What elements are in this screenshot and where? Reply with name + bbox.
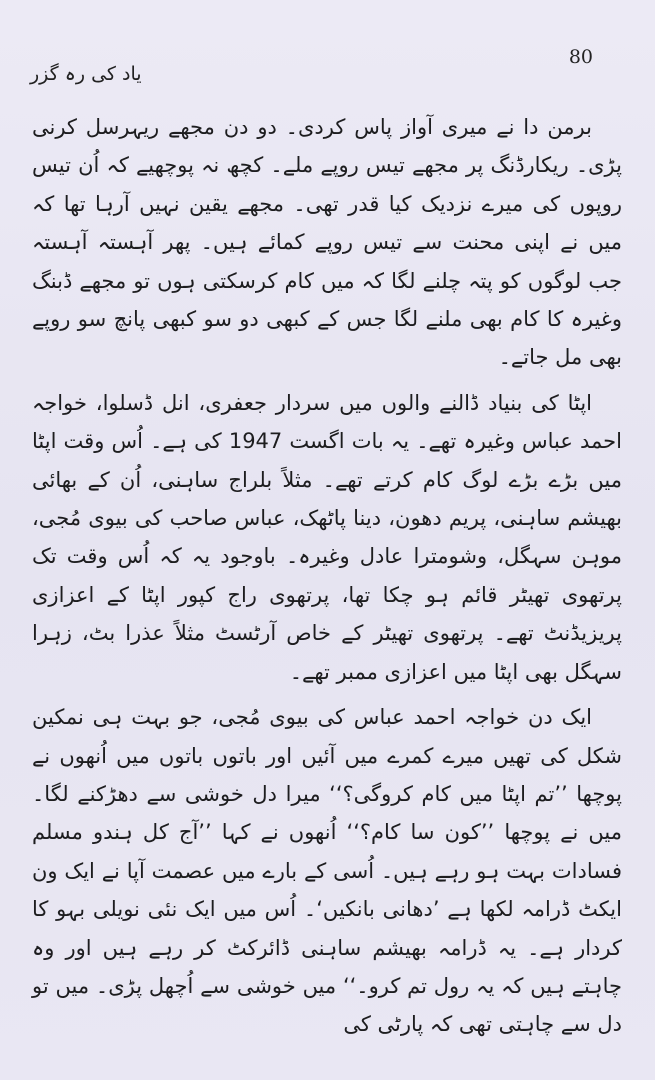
paragraph-3: ایک دن خواجہ احمد عباس کی بیوی مُجی، جو بہت ہی نمکین شکل کی تھیں میرے کمرے میں آئیں اور باتوں باتوں میں اُنھوں نے پوچھا ’’تم اپٹا میں کام کروگی؟‘‘ میرا دل خوشی سے دھڑکنے لگا۔ میں نے پوچھا ’’کون سا کام؟‘‘ اُنھوں نے کہا ’’آج کل ہندو مسلم فسادات بہت ہو رہے ہیں۔ اُسی کے بارے میں عصمت آپا نے ایک ون ایکٹ ڈرامہ لکھا ہے ’دھانی بانکیں‘۔ اُس میں ایک نئی نویلی بہو کا کردار ہے۔ یہ ڈرامہ بھیشم ساہنی ڈائرکٹ کر رہے ہیں اور وہ چاہتے ہیں کہ یہ رول تم کرو۔‘‘ میں خوشی سے اُچھل پڑی۔ میں تو دل سے چاہتی تھی کہ پارٹی کی xyxy=(32,705,622,1037)
running-title: یاد کی رہ گزر xyxy=(30,63,142,85)
paragraph-1: برمن دا نے میری آواز پاس کردی۔ دو دن مجھے ریہرسل کرنی پڑی۔ ریکارڈنگ پر مجھے تیس روپے ملے۔ کچھ نہ پوچھیے کہ اُن تیس روپوں کی میرے نزدیک کیا قدر تھی۔ مجھے یقین نہیں آرہا تھا کہ میں نے اپنی محنت سے تیس روپے کمائے ہیں۔ پھر آہستہ آہستہ جب لوگوں کو پتہ چلنے لگا کہ میں کام کرسکتی ہوں تو مجھے ڈبنگ وغیرہ کا کام بھی ملنے لگا جس کے کبھی دو سو کبھی پانچ سو روپے بھی مل جاتے۔ xyxy=(32,115,622,370)
body-text xyxy=(32,108,622,1044)
page-number: 80 xyxy=(568,46,593,68)
paragraph-2: اپٹا کی بنیاد ڈالنے والوں میں سردار جعفری، انل ڈسلوا، خواجہ احمد عباس وغیرہ تھے۔ یہ بات اگست 1947 کی ہے۔ اُس وقت اپٹا میں بڑے بڑے لوگ کام کرتے تھے۔ مثلاً بلراج ساہنی، اُن کے بھائی بھیشم ساہنی، پریم دھون، دینا پاٹھک، عباس صاحب کی بیوی مُجی، موہن سہگل، وشومترا عادل وغیرہ۔ باوجود یہ کہ اُس وقت تک پرتھوی تھیٹر قائم ہو چکا تھا، پرتھوی راج کپور اپٹا کے اعزازی پریزیڈنٹ تھے۔ پرتھوی تھیٹر کے خاص آرٹسٹ مثلاً عذرا بٹ، زہرا سہگل بھی اپٹا میں اعزازی ممبر تھے۔ xyxy=(32,390,622,684)
